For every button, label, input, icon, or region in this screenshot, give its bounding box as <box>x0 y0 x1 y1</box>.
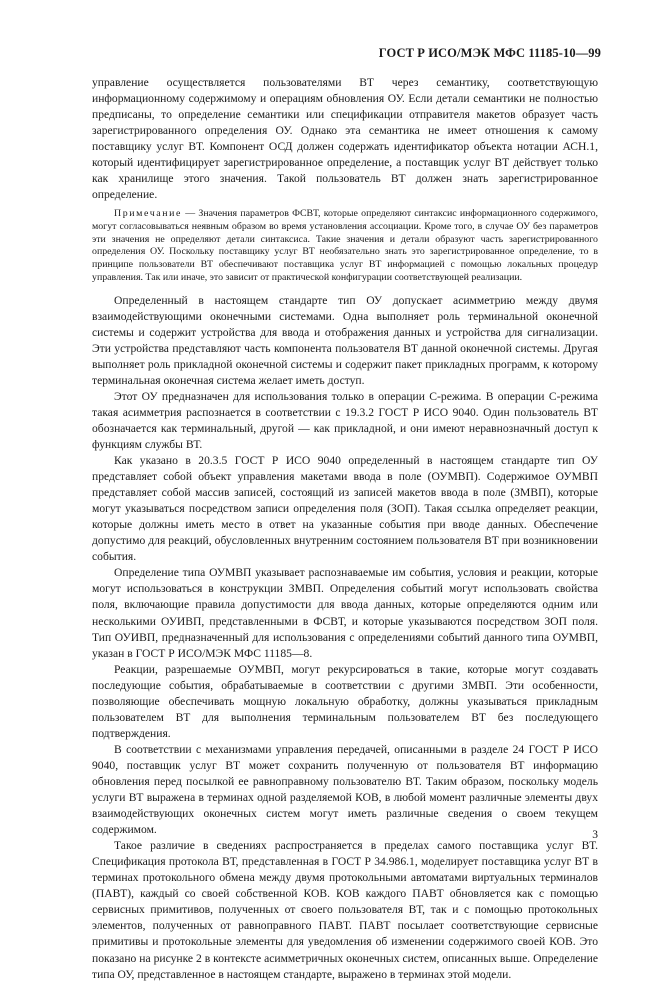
paragraph-7: В соответствии с механизмами управления передачей, описанными в разделе 24 ГОСТ Р ИСО 9040, поставщик услуг ВТ может сохранить полученную от пользователя ВТ информацию обновления перед посылкой ее равноправному пользователю ВТ. Таким образом, поскольку модель услуги ВТ выражена в терминах одной разделяемой КОВ, в любой момент различные элементы двух взаимодействующих оконечных систем могут иметь различные сведения о своем текущем содержимом. <box>92 742 598 837</box>
paragraph-4: Как указано в 20.3.5 ГОСТ Р ИСО 9040 определенный в настоящем стандарте тип ОУ представляет собой объект управления макетами ввода в поле (ОУМВП). Содержимое ОУМВП представляет собой массив записей, состоящий из записей макетов ввода в поле (ЗМВП), которые могут указываться посредством записи определения поля (ЗОП). Такая ссылка определяет реакции, которые должны иметь место в ответ на указанные события при вводе данных. Обеспечение допустимо для реакций, обусловленных внутренним состоянием пользователя ВТ при возникновении события. <box>92 454 598 564</box>
paragraph-6: Реакции, разрешаемые ОУМВП, могут рекурсироваться в такие, которые могут создавать последующие события, обрабатываемые в соответствии с другими ЗМВП. Эти особенности, позволяющие обеспечивать мощную локальную обработку, должны указываться прикладным пользователем ВТ для выполнения терминальным пользователем ВТ без последующего подтверждения. <box>92 662 598 740</box>
page-number: 3 <box>592 829 598 841</box>
note-block <box>92 208 598 284</box>
paragraph-8: Такое различие в сведениях распространяется в пределах самого поставщика услуг ВТ. Спецификация протокола ВТ, представленная в ГОСТ Р 34.986.1, моделирует поставщика услуг ВТ в терминах протокольного обмена между двумя протокольными автоматами виртуальных терминалов (ПАВТ), каждый со своей собственной КОВ. КОВ каждого ПАВТ обновляется как с помощью сервисных примитивов, полученных от своего пользователя ВТ, так и с помощью протокольных элементов, полученных от равноправного ПАВТ. ПАВТ посылает соответствующие сервисные примитивы и протокольные элементы для уведомления об изменении содержимого своей КОВ. Это показано на рисунке 2 в контексте асимметричных оконечных систем, описанных выше. Определение типа ОУ, представленное в настоящем стандарте, выражено в терминах этой модели. <box>92 839 598 981</box>
paragraph-3: Этот ОУ предназначен для использования только в операции С-режима. В операции С-режима такая асимметрия распознается в соответствии с 19.3.2 ГОСТ Р ИСО 9040. Один пользователь ВТ обозначается как терминальный, другой — как прикладной, и они имеют неравнозначный доступ к функциям службы ВТ. <box>92 389 598 452</box>
paragraph-5: Определение типа ОУМВП указывает распознаваемые им события, условия и реакции, которые могут использоваться в конструкции ЗМВП. Определения событий могут использовать свойства поля, включающие правила допустимости для ввода данных, которые определяются одним или несколькими ОУИВП, представленными в ФСВТ, и которые указываются посредством ЗОП поля. Тип ОУИВП, предназначенный для использования с определениями событий данного типа ОУМВП, указан в ГОСТ Р ИСО/МЭК МФС 11185—8. <box>92 566 598 660</box>
note-label: Примечание <box>114 208 183 220</box>
page-header: ГОСТ Р ИСО/МЭК МФС 11185-10—99 <box>378 46 601 60</box>
paragraph-2: Определенный в настоящем стандарте тип ОУ допускает асимметрию между двумя взаимодействующими оконечными системами. Одна выполняет роль терминальной оконечной системы и содержит устройства для ввода и отображения данных и устройства для сигнализации. Эти устройства представляют часть компонента пользователя ВТ данной оконечной системы. Другая выполняет роль прикладной оконечной системы и содержит пакет прикладных программ, к которому терминальная оконечная система желает иметь доступ. <box>92 293 598 387</box>
note-text: — Значения параметров ФСВТ, которые определяют синтаксис информационного содержимого, могут согласовываться неявным образом во время установления ассоциации. Кроме того, в случае ОУ без параметров эти значения не определяют детали синтаксиса. Такие значения и детали образуют часть зарегистрированного определения ОУ. Поскольку поставщику услуг ВТ необязательно знать это зарегистрированное определение, то в принципе пользователи ВТ обеспечивают поставщика услуг ВТ информацией с помощью локальных процедур управления. Так или иначе, это зависит от практической конфигурации соответствующей реализации. <box>92 208 598 283</box>
paragraph-1: управление осуществляется пользователями ВТ через семантику, соответствующую информационному содержимому и операциям обновления ОУ. Если детали семантики не полностью предписаны, то определение семантики или спецификации отправителя макетов образует часть зарегистрированного определения ОУ. Однако эта семантика не имеет отношения к самому поставщику услуг ВТ. Компонент ОСД должен содержать идентификатор объекта нотации АСН.1, который идентифицирует зарегистрированное определение, а поставщик услуг ВТ действует только как хранилище этого значения. Такой пользователь ВТ должен знать зарегистрированное определение. <box>92 76 598 202</box>
document-body <box>92 75 598 983</box>
